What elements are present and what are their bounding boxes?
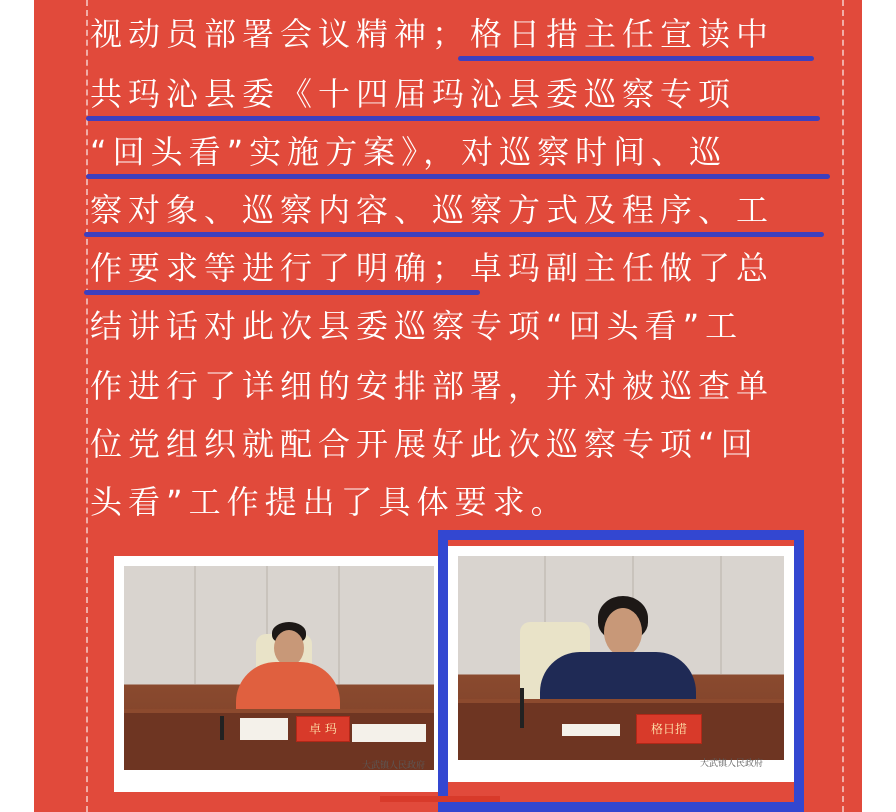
dashed-border-left <box>86 0 88 812</box>
underline-3 <box>86 174 830 179</box>
text-line-2: 共玛沁县委《十四届玛沁县委巡察专项 <box>90 75 737 113</box>
photo-left <box>114 556 444 792</box>
dashed-border-right <box>842 0 844 812</box>
highlight-frame <box>438 530 804 812</box>
nameplate-right: 格日措 <box>636 714 702 744</box>
text-line-7: 作进行了详细的安排部署，并对被巡查单 <box>90 367 775 405</box>
watermark-right: 大武镇人民政府 <box>700 759 764 769</box>
text-line-1: 视动员部署会议精神；格日措主任宣读中 <box>90 15 775 53</box>
text-line-8: 位党组织就配合开展好此次巡察专项“回 <box>90 425 759 463</box>
underline-5 <box>84 290 480 295</box>
nameplate-left: 卓 玛 <box>296 716 350 742</box>
underline-4 <box>84 232 824 237</box>
text-line-4: 察对象、巡察内容、巡察方式及程序、工 <box>90 191 775 229</box>
decorative-bar <box>380 796 500 802</box>
text-line-5: 作要求等进行了明确；卓玛副主任做了总 <box>90 249 775 287</box>
watermark-left: 大武镇人民政府 <box>362 761 426 771</box>
text-line-9: 头看”工作提出了具体要求。 <box>90 483 569 521</box>
underline-2 <box>86 116 820 121</box>
text-line-6: 结讲话对此次县委巡察专项“回头看”工 <box>90 307 744 345</box>
underline-1 <box>458 56 814 61</box>
text-line-3: “回头看”实施方案》，对巡察时间、巡 <box>90 133 728 171</box>
